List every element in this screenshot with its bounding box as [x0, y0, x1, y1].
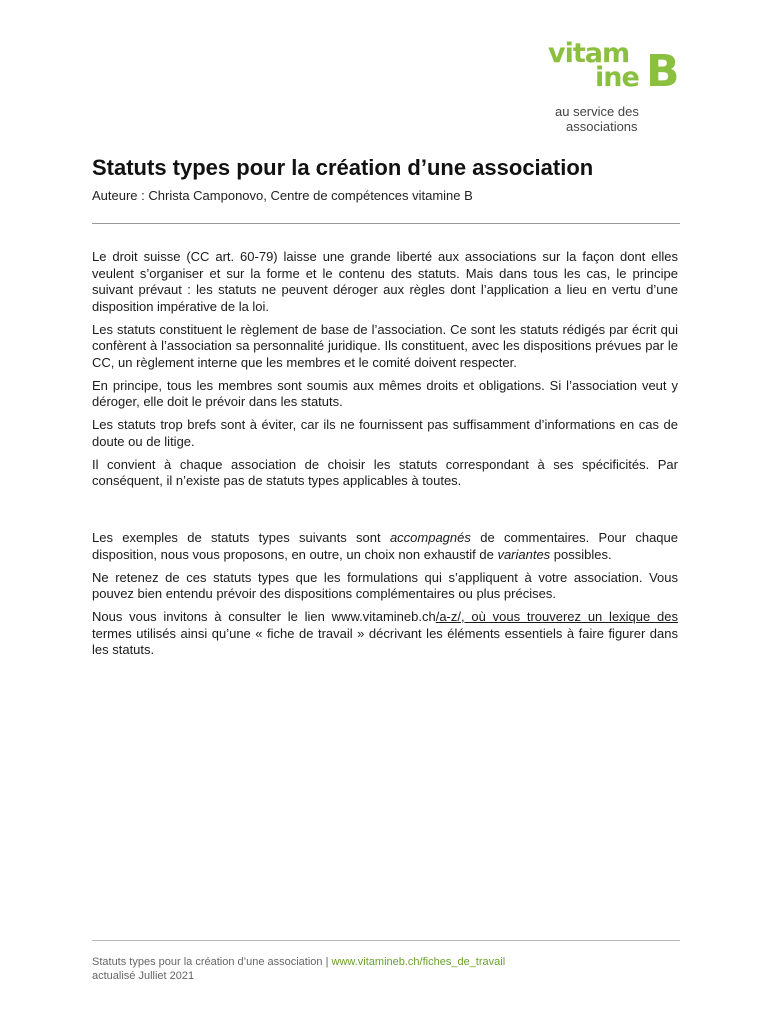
usage-section	[92, 530, 678, 665]
page-footer	[92, 955, 505, 983]
text-run: termes utilisés ainsi qu’une « fiche de travail » décrivant les éléments essentiels à faire figurer dans les statuts.	[92, 625, 678, 657]
text-run: Nous vous invitons à consulter le lien www.vitamineb.ch	[92, 609, 436, 624]
tagline-line-1: au service des	[555, 104, 639, 119]
footer-separator: |	[322, 956, 332, 968]
logo-line-1: vitam	[548, 38, 630, 69]
footer-link[interactable]: www.vitamineb.ch/fiches_de_travail	[331, 956, 506, 968]
logo-line-2: ine	[595, 62, 639, 93]
document-title: Statuts types pour la création d’une association	[92, 155, 594, 180]
intro-section	[92, 249, 678, 496]
tagline-line-2: associations	[566, 119, 638, 134]
footer-doc-title: Statuts types pour la création d’une association	[92, 956, 323, 968]
footer-line-1	[92, 955, 505, 969]
emphasis-accompanied: accompagnés	[389, 530, 471, 545]
footer-divider	[92, 940, 680, 941]
paragraph-member-rights: En principe, tous les membres sont soumis aux mêmes droits et obligations. Si l’association veut y déroger, elle doit le prévoir dans les statuts.	[92, 377, 678, 409]
footer-updated: actualisé Julliet 2021	[92, 970, 195, 982]
header-divider	[92, 223, 680, 224]
author-line: Auteure : Christa Camponovo, Centre de compétences vitamine B	[92, 188, 473, 203]
lexicon-link[interactable]: /a-z/, où vous trouverez un lexique des	[435, 609, 678, 624]
logo-letter: B	[646, 46, 679, 97]
paragraph-examples	[92, 530, 678, 563]
paragraph-retain: Ne retenez de ces statuts types que les formulations qui s’appliquent à votre association. Vous pouvez bien entendu prévoir des dispositions complémentaires ou plus précises.	[92, 569, 678, 601]
paragraph-choose-statutes: Il convient à chaque association de choisir les statuts correspondant à ses spécificités. Par conséquent, il n’existe pas de statuts types applicables à toutes.	[92, 456, 678, 488]
paragraph-link	[92, 609, 678, 659]
text-run: possibles.	[550, 546, 612, 562]
paragraph-brief-statutes: Les statuts trop brefs sont à éviter, car ils ne fournissent pas suffisamment d’informations en cas de doute ou de litige.	[92, 417, 678, 449]
text-run: Les exemples de statuts types suivants sont	[92, 530, 390, 545]
logo-tagline	[555, 104, 639, 134]
text-run: de commentaires. Pour chaque disposition, nous vous proposons, en outre, un choix non exhaustif de	[92, 530, 678, 562]
paragraph-basic-rules: Les statuts constituent le règlement de base de l’association. Ce sont les statuts rédigés par écrit qui confèrent à l’association sa personnalité juridique. Ils constituent, avec les dispositions prévues par le CC, un règlement interne que les membres et le comité doivent respecter.	[92, 321, 678, 370]
paragraph-legal-freedom: Le droit suisse (CC art. 60-79) laisse une grande liberté aux associations sur la façon dont elles veulent s’organiser et sur la forme et le contenu des statuts. Mais dans tous les cas, le principe suivant prévaut : les statuts ne peuvent déroger aux règles dont l’application a lieu en vertu d’une disposition impérative de la loi.	[92, 249, 678, 314]
emphasis-variants: variantes	[497, 546, 551, 562]
